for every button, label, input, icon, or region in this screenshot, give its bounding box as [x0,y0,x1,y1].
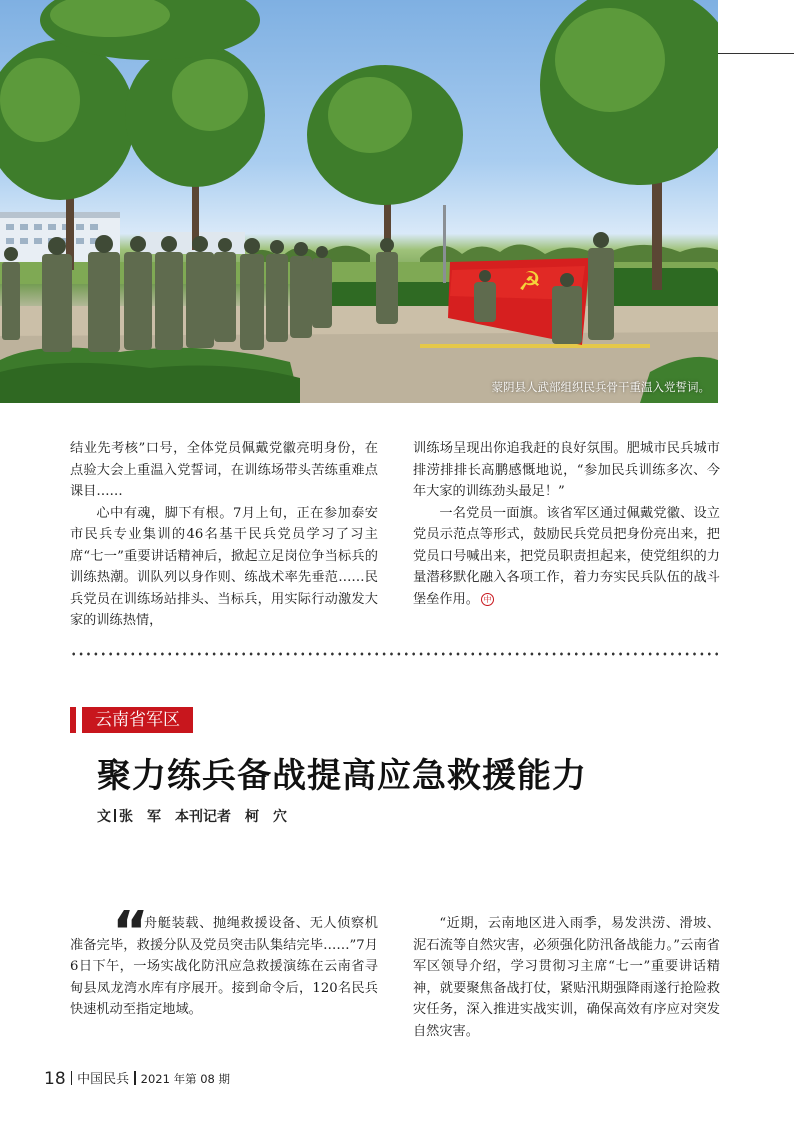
paragraph: 训练场呈现出你追我赶的良好氛围。肥城市民兵城市排涝排排长高鹏感慨地说，“参加民兵训练多次、今年大家的训练劲头最足！” [413,441,720,499]
paragraph-text: 舟艇装载、抛绳救援设备、无人侦察机准备完毕，救援分队及党员突击队集结完毕……”7月6日下午，一场实战化防汛应急救援演练在云南省寻甸县凤龙湾水库有序展开。接到命令后，120名民兵快速机动至指定地域。 [70,916,378,1017]
photo-caption: 蒙阴县人武部组织民兵骨干重温入党誓词。 [491,380,710,394]
paragraph [70,913,378,1021]
corner-rule [718,53,794,54]
photo-illustration [0,0,718,403]
paragraph: 心中有魂，脚下有根。7月上旬，正在参加泰安市民兵专业集训的46名基干民兵党员学习了习主席“七一”重要讲话精神后，掀起立足岗位争当标兵的训练热潮。训队列以身作则、练战术率先垂范……民兵党员在训练场站排头、当标兵，用实际行动激发大家的训练热情， [70,505,378,628]
paragraph-text: 一名党员一面旗。该省军区通过佩戴党徽、设立党员示范点等形式，鼓励民兵党员把身份亮出来，把党员口号喊出来，把党员职责担起来，使党组织的力量潜移默化融入各项工作，着力夯实民兵队伍的战斗堡垒作用。 [413,505,720,607]
byline-prefix: 文 [97,809,111,825]
byline-separator [114,809,116,822]
page-number: 18 [44,1069,66,1089]
magazine-name: 中国民兵 [77,1072,130,1087]
byline [97,806,287,826]
dotted-separator [70,652,720,656]
footer-separator [71,1071,73,1085]
article2-column-2 [413,913,720,1042]
article2-column-1 [70,913,378,1021]
section-tag-accent [70,707,76,733]
paragraph: 结业先考核”口号，全体党员佩戴党徽亮明身份，在点验大会上重温入党誓词，在训练场带头苦练重难点课目…… [70,441,378,499]
page-footer [44,1068,230,1089]
article1-column-2 [413,438,720,610]
byline-authors: 张 军 本刊记者 柯 穴 [119,809,287,825]
footer-separator [134,1071,136,1085]
article-headline: 聚力练兵备战提高应急救援能力 [97,756,587,796]
quote-mark-icon: “ [112,900,149,965]
section-tag: 云南省军区 [82,707,193,733]
article-photo [0,0,718,403]
paragraph [413,503,720,611]
svg-text:☭: ☭ [518,267,542,297]
article1-column-1 [70,438,378,632]
end-of-article-icon: 中 [481,593,494,606]
paragraph: “近期，云南地区进入雨季，易发洪涝、滑坡、泥石流等自然灾害，必须强化防汛备战能力。”云南省军区领导介绍，学习贯彻习主席“七一”重要讲话精神，就要聚焦备战打仗，紧贴汛期强降雨遂行抢险救灾任务，深入推进实战实训，确保高效有序应对突发自然灾害。 [413,916,720,1039]
issue-label: 2021 年第 08 期 [140,1072,231,1086]
